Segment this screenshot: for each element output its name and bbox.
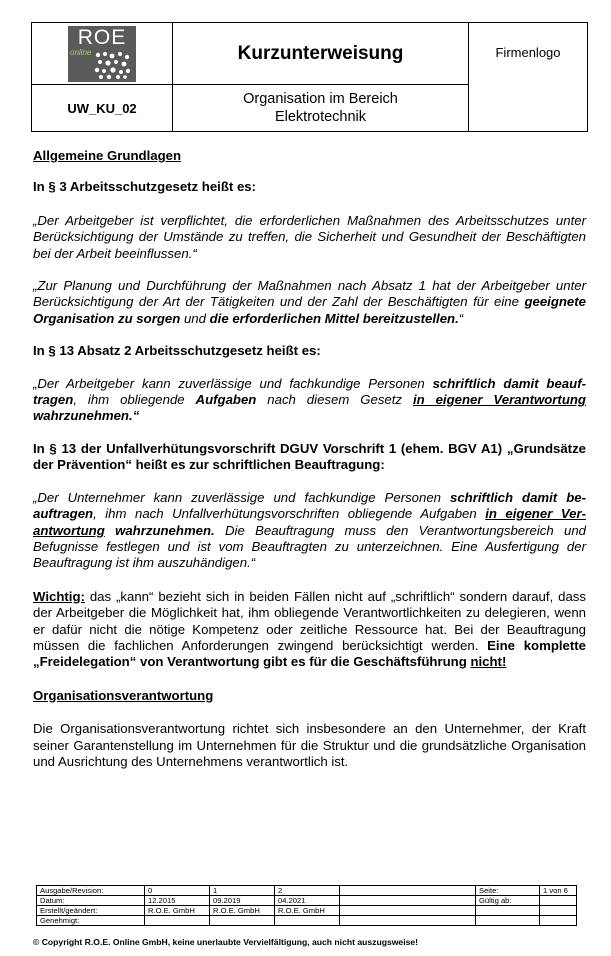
document-title: Kurzunterweisung xyxy=(173,23,469,85)
revision-cell: Erstellt/geändert: xyxy=(37,906,145,916)
roe-logo xyxy=(68,26,136,82)
revision-cell: 0 xyxy=(145,886,210,896)
quote-text: „Zur Planung und Durchführung der Maßnahmen nach Absatz 1 hat der Arbeitgeber unter Berücksichtigung der Art der Tätigkeiten und der Zahl der Beschäftigten für eine xyxy=(33,278,586,310)
logo-text: ROE xyxy=(77,25,127,49)
revision-cell: Gültig ab: xyxy=(476,896,540,906)
revision-cell: Seite: xyxy=(476,886,540,896)
quote-text: , ihm obliegende xyxy=(73,392,196,408)
revision-row xyxy=(37,906,577,916)
revision-cell xyxy=(340,896,476,906)
quote-arbschg-3-1: „Der Arbeitgeber ist verpflichtet, die erforderlichen Maßnahmen des Arbeitsschutzes unter Berücksichtigung der Umstände zu treffen, die Sicherheit und Gesundheit der Beschäftigten bei der Arbeit beeinflussen.“ xyxy=(33,212,586,261)
subtitle-line-2: Elektrotechnik xyxy=(274,109,367,125)
important-text: das „kann“ bezieht sich in beiden Fällen nicht auf „schriftlich“ sondern darauf, dass der Arbeitgeber die Möglichkeit hat, ihm obliegende Verantwortlichkeiten zu delegieren, wenn er dafür nicht die nötige Kompetenz oder zeitliche Ressource hat. Bei der Beauftragung müssen die fachlichen Anforderungen zwingend berücksichtigt werden. xyxy=(33,588,586,653)
revision-cell: Datum: xyxy=(37,896,145,906)
revision-cell xyxy=(540,906,577,916)
document-body xyxy=(33,148,586,770)
revision-cell xyxy=(540,896,577,906)
revision-row xyxy=(37,896,577,906)
revision-table xyxy=(36,885,577,926)
document-header xyxy=(31,22,588,132)
quote-text: Die Beauftragung muss den Verantwortungsbereich und Befugnisse festlegen und ist vom Beauftragten zu unterzeichnen. Eine Ausfertigung der Beauftragung ist ihm auszuhändigen.“ xyxy=(33,522,586,571)
quote-text: , ihm nach Unfallverhütungsvorschriften obliegende Aufgaben xyxy=(93,506,486,522)
revision-cell xyxy=(145,916,210,926)
quote-emphasis: schriftlich damit beauftragen xyxy=(33,489,586,522)
quote-emphasis: wahrzunehmen.“ xyxy=(33,408,140,424)
quote-text: “ xyxy=(458,310,464,326)
revision-cell: 2 xyxy=(275,886,340,896)
quote-arbschg-3-2 xyxy=(33,278,586,327)
revision-cell xyxy=(340,886,476,896)
quote-text: „Der Arbeitgeber kann zuverlässige und fachkundige Personen xyxy=(33,375,433,391)
revision-cell: Ausgabe/Revision: xyxy=(37,886,145,896)
logo-cell xyxy=(32,23,173,85)
quote-text: nach diesem Gesetz xyxy=(256,392,413,408)
quote-emphasis: die erforderlichen Mittel bereitzustellen. xyxy=(209,310,459,326)
revision-cell: 09.2019 xyxy=(210,896,275,906)
quote-emphasis: wahrzunehmen. xyxy=(104,522,215,538)
revision-cell: R.O.E. GmbH xyxy=(210,906,275,916)
important-label: Wichtig: xyxy=(33,588,85,604)
heading-dguv: In § 13 der Unfallverhütungsvorschrift DGUV Vorschrift 1 (ehem. BGV A1) „Grundsätze der Prävention“ heißt es zur schriftlichen Beauftragung: xyxy=(33,440,586,473)
revision-cell: R.O.E. GmbH xyxy=(275,906,340,916)
revision-cell: 1 von 6 xyxy=(540,886,577,896)
copyright-notice: © Copyright R.O.E. Online GmbH, keine unerlaubte Vervielfältigung, auch nicht auszugsweise! xyxy=(33,937,419,947)
revision-cell xyxy=(340,906,476,916)
heading-grundlagen: Allgemeine Grundlagen xyxy=(33,148,182,163)
heading-paragraph-13: In § 13 Absatz 2 Arbeitsschutzgesetz heißt es: xyxy=(33,343,321,359)
subtitle-line-1: Organisation im Bereich xyxy=(243,91,398,107)
quote-emphasis: Aufgaben xyxy=(195,392,257,408)
heading-organisation: Organisationsverantwortung xyxy=(33,687,214,703)
company-logo-placeholder: Firmenlogo xyxy=(469,23,588,132)
revision-cell: 04.2021 xyxy=(275,896,340,906)
quote-text: „Der Unternehmer kann zuverlässige und fachkundige Personen xyxy=(33,489,451,505)
revision-cell xyxy=(476,906,540,916)
document-code: UW_KU_02 xyxy=(32,85,173,132)
revision-cell: 12.2015 xyxy=(145,896,210,906)
heading-paragraph-3: In § 3 Arbeitsschutzgesetz heißt es: xyxy=(33,179,257,195)
quote-text: und xyxy=(180,310,210,326)
important-emphasis: Eine komplette „Freidelegation“ von Verantwortung gibt es für die Geschäftsführung xyxy=(33,637,586,670)
revision-cell xyxy=(540,916,577,926)
quote-emphasis: geeignete Organisation zu sorgen xyxy=(33,294,586,326)
revision-row xyxy=(37,916,577,926)
organisation-text: Die Organisationsverantwortung richtet sich insbesondere an den Unternehmer, der Kraft seiner Garantenstellung im Unternehmen für die Struktur und die grundsätzliche Organisation und Ausrichtung des Unternehmens verantwortlich ist. xyxy=(33,721,586,769)
revision-cell: 1 xyxy=(210,886,275,896)
quote-emphasis: schriftlich damit beauftragen xyxy=(33,375,586,408)
logo-dots-icon xyxy=(94,50,132,80)
quote-dguv xyxy=(33,490,586,572)
quote-arbschg-13 xyxy=(33,376,586,425)
revision-cell xyxy=(476,916,540,926)
revision-cell: Genehmigt: xyxy=(37,916,145,926)
logo-subtext: online xyxy=(70,47,92,57)
quote-emphasis-underlined: in eigener Verantwortung xyxy=(33,506,586,538)
revision-row xyxy=(37,886,577,896)
important-note xyxy=(33,589,586,671)
quote-emphasis-underlined: in eigener Verantwortung xyxy=(412,392,586,408)
revision-cell xyxy=(340,916,476,926)
revision-cell xyxy=(210,916,275,926)
revision-cell xyxy=(275,916,340,926)
revision-cell: R.O.E. GmbH xyxy=(145,906,210,916)
document-subtitle xyxy=(173,85,469,132)
important-nicht: nicht! xyxy=(470,654,507,670)
